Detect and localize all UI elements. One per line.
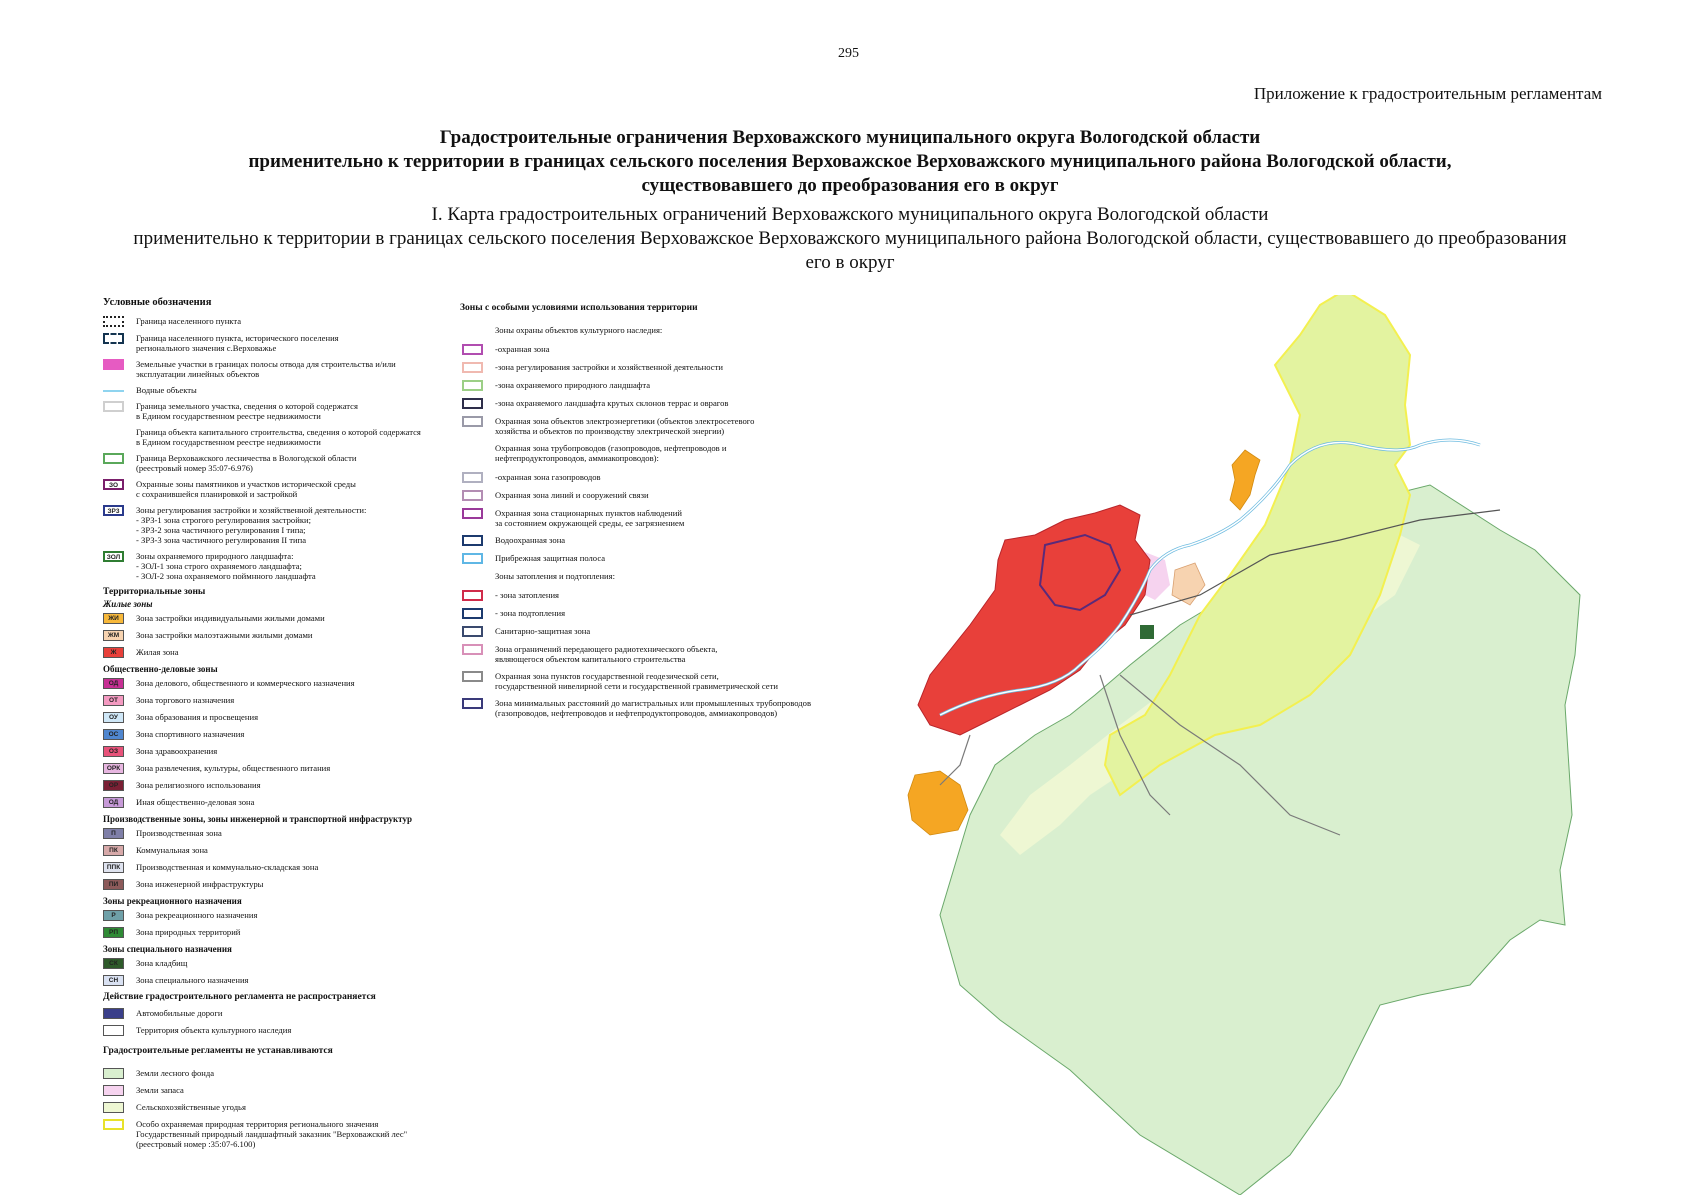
legend-item <box>103 1008 443 1019</box>
legend-item <box>103 879 443 890</box>
legend-label: Зона кладбищ <box>136 958 188 968</box>
legend-item <box>103 505 443 545</box>
legend-item <box>103 695 443 706</box>
legend-item <box>462 472 842 483</box>
legend-label: Водоохранная зона <box>495 535 566 545</box>
legend-label: Граница объекта капитального строительства, сведения о которой содержатся в Едином государственном реестре недвижимости <box>136 427 421 447</box>
legend-label: -охранная зона газопроводов <box>495 472 601 482</box>
legend-label: Производственная зона <box>136 828 222 838</box>
individual-housing-zone-north <box>1230 450 1260 510</box>
legend-label: Иная общественно-деловая зона <box>136 797 255 807</box>
legend-label: Производственная и коммунально-складская зона <box>136 862 319 872</box>
legend-swatch <box>462 535 483 546</box>
legend-swatch <box>103 427 124 438</box>
legend-item <box>462 698 842 718</box>
legend-item <box>103 828 443 839</box>
subtitle-line-3: его в округ <box>805 252 895 273</box>
legend-swatch <box>462 472 483 483</box>
subtitle-line-1: I. Карта градостроительных ограничений Верховажского муниципального округа Вологодской области <box>431 204 1269 225</box>
legend-label: Охранные зоны памятников и участков исторической среды с сохранившейся планировкой и застройкой <box>136 479 356 499</box>
legend-label: -охранная зона <box>495 344 550 354</box>
legend-label: Территория объекта культурного наследия <box>136 1025 292 1035</box>
legend-item <box>103 1102 443 1113</box>
legend-item <box>103 1085 443 1096</box>
legend-swatch: Р <box>103 910 124 921</box>
legend-swatch <box>103 385 124 392</box>
legend-swatch: ППК <box>103 862 124 873</box>
legend-item <box>103 333 443 353</box>
legend-swatch: ОД <box>103 678 124 689</box>
legend-item <box>103 958 443 969</box>
legend-label: Охранная зона объектов электроэнергетики (объектов электросетевого хозяйства и объектов по производству электрической энергии) <box>495 416 755 436</box>
legend-swatch <box>462 490 483 501</box>
legend-swatch: ЗОЛ <box>103 551 124 562</box>
legend-item <box>103 551 443 581</box>
legend-item <box>462 671 842 691</box>
legend-swatch: ОС <box>103 729 124 740</box>
legend-item <box>462 590 842 601</box>
legend-swatch <box>103 1119 124 1130</box>
legend-item <box>462 380 842 391</box>
legend-label: Зоны регулирования застройки и хозяйственной деятельности: - ЗРЗ-1 зона строгого регулирования застройки; - ЗРЗ-2 зона частичного регулирования I типа; - ЗРЗ-3 зона частичного регулирования II типа <box>136 505 367 545</box>
legend-group-title: Производственные зоны, зоны инженерной и транспортной инфраструктур <box>103 814 412 824</box>
legend-swatch <box>462 698 483 709</box>
appendix-note: Приложение к градостроительным регламентам <box>1253 84 1602 103</box>
legend-heading: Условные обозначения <box>103 297 212 308</box>
legend-swatch <box>462 398 483 409</box>
legend-swatch <box>103 333 124 344</box>
legend-item <box>103 1025 443 1036</box>
legend-label: Зона спортивного назначения <box>136 729 245 739</box>
legend-group-title: Общественно-деловые зоны <box>103 664 218 674</box>
legend-item <box>103 975 443 986</box>
not-applicable-heading: Действие градостроительного регламента не распространяется <box>103 992 376 1002</box>
legend-item <box>103 630 443 641</box>
legend-swatch <box>103 316 124 327</box>
legend-item <box>462 644 842 664</box>
legend-label: Санитарно-защитная зона <box>495 626 591 636</box>
legend-label: Жилая зона <box>136 647 179 657</box>
legend-special-zones <box>462 303 842 725</box>
legend-subheading: Зоны затопления и подтопления: <box>495 571 615 581</box>
legend-item <box>103 763 443 774</box>
legend-swatch: Ж <box>103 647 124 658</box>
legend-swatch <box>462 416 483 427</box>
legend-label: Охранная зона линий и сооружений связи <box>495 490 649 500</box>
legend-swatch <box>462 644 483 655</box>
legend-label: Зона природных территорий <box>136 927 241 937</box>
legend-label: Зона застройки малоэтажными жилыми домами <box>136 630 313 640</box>
legend-label: - зона затопления <box>495 590 559 600</box>
legend-label: Прибрежная защитная полоса <box>495 553 606 563</box>
legend-swatch <box>103 1068 124 1079</box>
legend-swatch: П <box>103 828 124 839</box>
legend-item <box>462 553 842 564</box>
legend-swatch: СН <box>103 975 124 986</box>
legend-item <box>462 398 842 409</box>
legend-label: Земельные участки в границах полосы отвода для строительства и/или эксплуатации линейных объектов <box>136 359 396 379</box>
legend-swatch <box>103 401 124 412</box>
legend-item <box>103 927 443 938</box>
legend-item <box>103 479 443 499</box>
legend-label: Зона специального назначения <box>136 975 249 985</box>
legend-swatch <box>462 590 483 601</box>
legend-swatch <box>462 608 483 619</box>
legend-label: Зона инженерной инфраструктуры <box>136 879 264 889</box>
legend-item <box>103 647 443 658</box>
legend-item <box>462 416 842 436</box>
legend-label: - зона подтопления <box>495 608 566 618</box>
legend-label: Охранная зона пунктов государственной геодезической сети, государственной нивелирной сети и государственной гравиметрической сети <box>495 671 778 691</box>
legend-group-title: Зоны специального назначения <box>103 944 232 954</box>
legend-swatch: ОРК <box>103 763 124 774</box>
legend-swatch: ОР <box>103 780 124 791</box>
legend-swatch: ЗР3 <box>103 505 124 516</box>
legend-label: Граница населенного пункта <box>136 316 242 326</box>
legend-swatch <box>462 553 483 564</box>
legend-swatch <box>103 1008 124 1019</box>
legend-label: Автомобильные дороги <box>136 1008 223 1018</box>
title-line-3: существовавшего до преобразования его в округ <box>641 175 1059 196</box>
legend-swatch: ЗО <box>103 479 124 490</box>
legend-label: Земли лесного фонда <box>136 1068 215 1078</box>
legend-item <box>103 1119 443 1149</box>
legend-item <box>103 746 443 757</box>
legend-swatch <box>103 1102 124 1113</box>
legend-label: Земли запаса <box>136 1085 184 1095</box>
legend-item <box>103 1068 443 1079</box>
legend-swatch: СК <box>103 958 124 969</box>
legend-label: Зона развлечения, культуры, общественного питания <box>136 763 331 773</box>
legend-item <box>103 613 443 624</box>
legend-swatch: ОЗ <box>103 746 124 757</box>
territorial-heading: Территориальные зоны <box>103 587 206 597</box>
legend-swatch <box>462 380 483 391</box>
legend-label: Зона застройки индивидуальными жилыми домами <box>136 613 325 623</box>
legend-label: Охранная зона стационарных пунктов наблюдений за состоянием окружающей среды, ее загрязнением <box>495 508 685 528</box>
title-line-2: применительно к территории в границах сельского поселения Верховажское Верховажского муниципального района Вологодской области, <box>248 151 1452 172</box>
legend-item <box>462 344 842 355</box>
legend-item <box>103 712 443 723</box>
legend-item <box>462 508 842 528</box>
legend-item <box>103 729 443 740</box>
legend-item <box>103 359 443 379</box>
legend-label: Граница населенного пункта, исторического поселения регионального значения с.Верховажье <box>136 333 339 353</box>
legend-label: Коммунальная зона <box>136 845 208 855</box>
legend-item <box>462 626 842 637</box>
spacer <box>103 308 443 316</box>
subtitle-line-2: применительно к территории в границах сельского поселения Верховажское Верховажского муниципального района Вологодской области, существовавшего до преобразования <box>133 228 1567 249</box>
map-subtitle <box>60 203 1640 275</box>
legend-swatch: ПИ <box>103 879 124 890</box>
legend-subheading: Зоны охраны объектов культурного наследия: <box>495 325 663 335</box>
zoning-map <box>820 295 1590 1195</box>
legend-label: Зона делового, общественного и коммерческого назначения <box>136 678 355 688</box>
legend-label: -зона охраняемого природного ландшафта <box>495 380 651 390</box>
legend-label: Граница Верховажского лесничества в Вологодской области (реестровый номер 35:07-6.976) <box>136 453 357 473</box>
legend-label: -зона охраняемого ландшафта крутых склонов террас и оврагов <box>495 398 729 408</box>
legend-swatch: ЖМ <box>103 630 124 641</box>
legend-item <box>103 780 443 791</box>
legend-swatch: ПК <box>103 845 124 856</box>
legend-label: Особо охраняемая природная территория регионального значения Государственный природный ландшафтный заказник "Верховажский лес" (реестровый номер :35:07-6.100) <box>136 1119 408 1149</box>
natural-territory-zone <box>1140 625 1154 639</box>
legend-item <box>103 453 443 473</box>
legend-label: Зона религиозного использования <box>136 780 261 790</box>
legend-swatch <box>103 1085 124 1096</box>
legend-item <box>103 862 443 873</box>
legend-swatch: ОТ <box>103 695 124 706</box>
legend-label: Сельскохозяйственные угодья <box>136 1102 246 1112</box>
legend-swatch <box>103 359 124 370</box>
legend-swatch <box>462 508 483 519</box>
legend-conventional-signs <box>103 298 443 1155</box>
title-line-1: Градостроительные ограничения Верховажского муниципального округа Вологодской области <box>439 127 1261 148</box>
legend-swatch <box>103 453 124 464</box>
page-title <box>60 126 1640 198</box>
legend-label: Зона минимальных расстояний до магистральных или промышленных трубопроводов (газопроводов, нефтепроводов и нефтепродуктопроводов, аммиакопроводов) <box>495 698 812 718</box>
legend-item <box>103 845 443 856</box>
legend-swatch <box>462 344 483 355</box>
legend-item <box>103 316 443 327</box>
legend-label: Зоны охраняемого природного ландшафта: - ЗОЛ-1 зона строго охраняемого ландшафта; - ЗОЛ-2 зона охраняемого поймнного ландшафта <box>136 551 316 581</box>
legend-item <box>103 678 443 689</box>
legend-item <box>103 401 443 421</box>
legend-item <box>462 535 842 546</box>
legend-swatch <box>103 1025 124 1036</box>
legend-item <box>462 608 842 619</box>
legend-item <box>103 910 443 921</box>
legend-label: -зона регулирования застройки и хозяйственной деятельности <box>495 362 723 372</box>
legend-item <box>462 490 842 501</box>
legend-swatch: ОД <box>103 797 124 808</box>
legend-swatch <box>462 626 483 637</box>
page-number: 295 <box>838 46 859 61</box>
legend-swatch <box>462 362 483 373</box>
legend-item <box>103 797 443 808</box>
legend-label: Граница земельного участка, сведения о которой содержатся в Едином государственном реестре недвижимости <box>136 401 358 421</box>
legend-label: Зона образования и просвещения <box>136 712 259 722</box>
legend-label: Зона торгового назначения <box>136 695 235 705</box>
legend-swatch <box>462 671 483 682</box>
legend-label: Водные объекты <box>136 385 197 395</box>
individual-housing-zone-south <box>908 771 968 835</box>
legend-subheading: Охранная зона трубопроводов (газопроводов, нефтепроводов и нефтепродуктопроводов, аммиакопроводов): <box>495 443 727 463</box>
legend-item <box>462 362 842 373</box>
legend-label: Зона рекреационного назначения <box>136 910 258 920</box>
legend-label: Зона ограничений передающего радиотехнического объекта, являющегося объектом капитального строительства <box>495 644 718 664</box>
legend-item <box>103 385 443 395</box>
legend-swatch: РП <box>103 927 124 938</box>
legend-group-title: Зоны рекреационного назначения <box>103 896 242 906</box>
legend-heading: Зоны с особыми условиями использования территории <box>460 303 698 313</box>
legend-item <box>103 427 443 447</box>
legend-swatch: ЖИ <box>103 613 124 624</box>
legend-group-title: Жилые зоны <box>103 599 153 609</box>
not-set-heading: Градостроительные регламенты не устанавливаются <box>103 1046 333 1056</box>
legend-swatch: ОУ <box>103 712 124 723</box>
legend-label: Зона здравоохранения <box>136 746 218 756</box>
